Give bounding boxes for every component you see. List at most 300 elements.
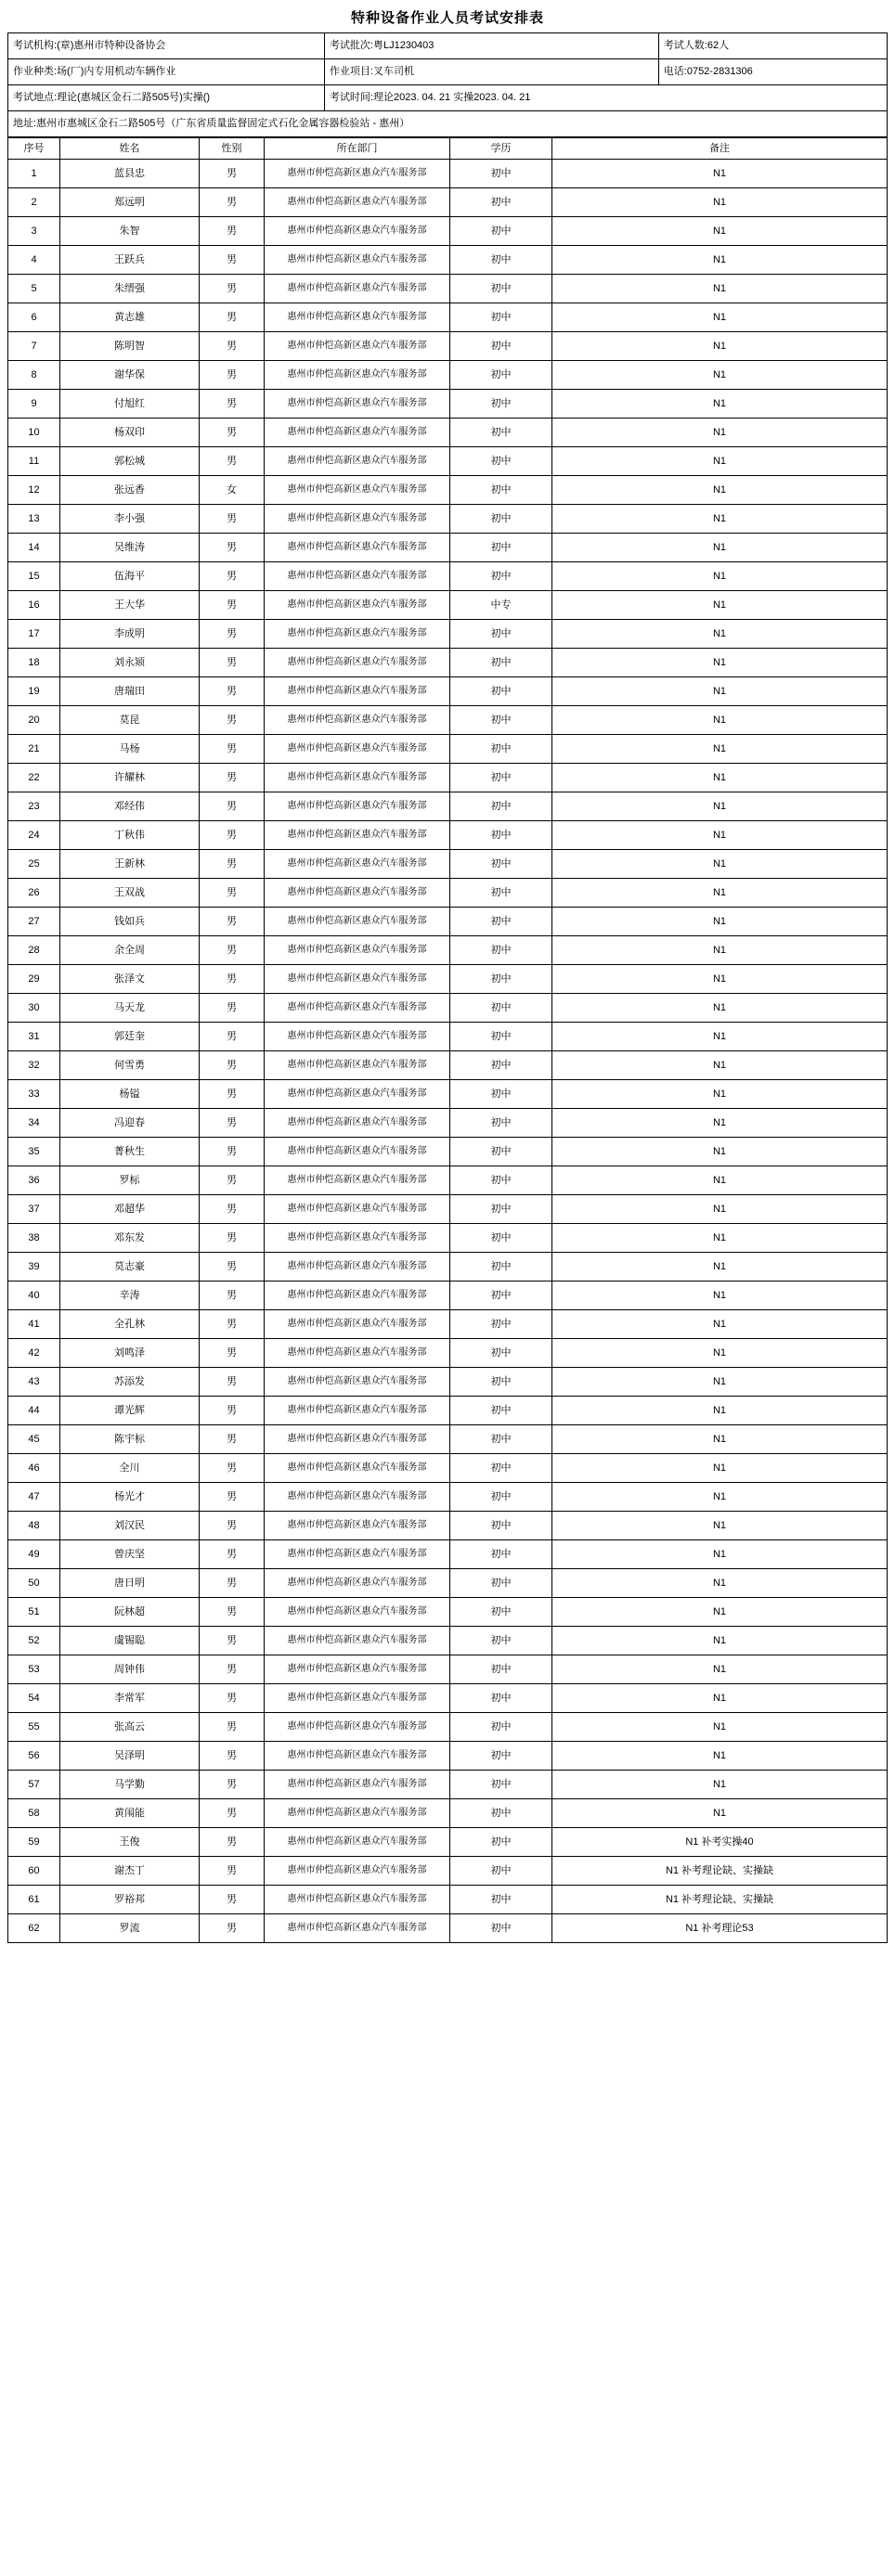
cell-name: 苏添发 xyxy=(60,1368,200,1397)
cell-index: 62 xyxy=(8,1914,60,1943)
meta-value-organization: (章)惠州市特种设备协会 xyxy=(57,39,166,51)
cell-remark: N1 xyxy=(552,649,888,677)
cell-department: 惠州市仲恺高新区惠众汽车服务部 xyxy=(265,908,450,936)
cell-index: 60 xyxy=(8,1857,60,1886)
cell-department: 惠州市仲恺高新区惠众汽车服务部 xyxy=(265,879,450,908)
cell-remark: N1 xyxy=(552,1454,888,1483)
cell-education: 初中 xyxy=(450,1627,552,1655)
cell-index: 40 xyxy=(8,1282,60,1310)
cell-index: 17 xyxy=(8,620,60,649)
cell-education: 初中 xyxy=(450,188,552,217)
cell-index: 4 xyxy=(8,246,60,275)
cell-sex: 男 xyxy=(200,1425,265,1454)
cell-name: 辛涛 xyxy=(60,1282,200,1310)
cell-sex: 女 xyxy=(200,476,265,505)
cell-department: 惠州市仲恺高新区惠众汽车服务部 xyxy=(265,1454,450,1483)
cell-index: 15 xyxy=(8,562,60,591)
cell-name: 马天龙 xyxy=(60,994,200,1023)
cell-name: 伍海平 xyxy=(60,562,200,591)
table-row xyxy=(8,735,888,764)
cell-remark: N1 xyxy=(552,994,888,1023)
cell-department: 惠州市仲恺高新区惠众汽车服务部 xyxy=(265,332,450,361)
cell-name: 张远香 xyxy=(60,476,200,505)
cell-department: 惠州市仲恺高新区惠众汽车服务部 xyxy=(265,1166,450,1195)
page-title: 特种设备作业人员考试安排表 xyxy=(350,10,544,26)
cell-sex: 男 xyxy=(200,936,265,965)
cell-name: 罗标 xyxy=(60,1166,200,1195)
cell-index: 42 xyxy=(8,1339,60,1368)
cell-education: 初中 xyxy=(450,361,552,390)
cell-department: 惠州市仲恺高新区惠众汽车服务部 xyxy=(265,1282,450,1310)
table-row xyxy=(8,620,888,649)
cell-education: 初中 xyxy=(450,1195,552,1224)
cell-department: 惠州市仲恺高新区惠众汽车服务部 xyxy=(265,534,450,562)
cell-sex: 男 xyxy=(200,1253,265,1282)
table-row xyxy=(8,1368,888,1397)
table-row xyxy=(8,1857,888,1886)
cell-sex: 男 xyxy=(200,1540,265,1569)
cell-name: 何雪勇 xyxy=(60,1051,200,1080)
cell-sex: 男 xyxy=(200,1224,265,1253)
cell-sex: 男 xyxy=(200,1886,265,1914)
cell-education: 初中 xyxy=(450,1397,552,1425)
cell-education: 初中 xyxy=(450,1253,552,1282)
table-row xyxy=(8,1282,888,1310)
cell-remark: N1 xyxy=(552,275,888,303)
cell-department: 惠州市仲恺高新区惠众汽车服务部 xyxy=(265,591,450,620)
cell-sex: 男 xyxy=(200,1051,265,1080)
meta-value-candidate-count: 62人 xyxy=(707,39,730,51)
exam-meta-table xyxy=(7,32,888,137)
cell-index: 2 xyxy=(8,188,60,217)
cell-education: 初中 xyxy=(450,1742,552,1771)
cell-name: 许耀林 xyxy=(60,764,200,792)
column-header-remark: 备注 xyxy=(552,138,888,160)
table-row xyxy=(8,1742,888,1771)
cell-department: 惠州市仲恺高新区惠众汽车服务部 xyxy=(265,1051,450,1080)
meta-label-exam-location: 考试地点: xyxy=(13,91,58,103)
cell-education: 初中 xyxy=(450,1282,552,1310)
meta-value-work-item: 叉车司机 xyxy=(372,65,414,77)
cell-sex: 男 xyxy=(200,649,265,677)
cell-index: 19 xyxy=(8,677,60,706)
cell-education: 初中 xyxy=(450,1368,552,1397)
table-row xyxy=(8,332,888,361)
column-header-education: 学历 xyxy=(450,138,552,160)
table-row xyxy=(8,1195,888,1224)
cell-department: 惠州市仲恺高新区惠众汽车服务部 xyxy=(265,764,450,792)
table-row xyxy=(8,1512,888,1540)
cell-department: 惠州市仲恺高新区惠众汽车服务部 xyxy=(265,994,450,1023)
candidate-roster-table xyxy=(7,137,888,1943)
meta-label-organization: 考试机构: xyxy=(13,39,58,51)
meta-label-phone: 电话: xyxy=(663,65,687,77)
cell-remark: N1 xyxy=(552,1224,888,1253)
cell-department: 惠州市仲恺高新区惠众汽车服务部 xyxy=(265,505,450,534)
cell-name: 王新林 xyxy=(60,850,200,879)
cell-sex: 男 xyxy=(200,1282,265,1310)
cell-education: 初中 xyxy=(450,1771,552,1799)
cell-department: 惠州市仲恺高新区惠众汽车服务部 xyxy=(265,1253,450,1282)
cell-index: 29 xyxy=(8,965,60,994)
cell-name: 谭光辉 xyxy=(60,1397,200,1425)
cell-name: 邓经伟 xyxy=(60,792,200,821)
table-row xyxy=(8,217,888,246)
cell-education: 初中 xyxy=(450,1569,552,1598)
cell-sex: 男 xyxy=(200,1368,265,1397)
cell-name: 周钟伟 xyxy=(60,1655,200,1684)
cell-remark: N1 xyxy=(552,1742,888,1771)
cell-education: 初中 xyxy=(450,1109,552,1138)
table-row xyxy=(8,1109,888,1138)
table-row xyxy=(8,361,888,390)
cell-education: 初中 xyxy=(450,1454,552,1483)
cell-index: 28 xyxy=(8,936,60,965)
cell-remark: N1 xyxy=(552,1282,888,1310)
table-row xyxy=(8,1425,888,1454)
table-row xyxy=(8,1828,888,1857)
cell-sex: 男 xyxy=(200,534,265,562)
cell-education: 初中 xyxy=(450,649,552,677)
cell-name: 全川 xyxy=(60,1454,200,1483)
meta-label-exam-time: 考试时间: xyxy=(329,91,373,103)
cell-name: 邓超华 xyxy=(60,1195,200,1224)
table-row xyxy=(8,792,888,821)
cell-index: 26 xyxy=(8,879,60,908)
exam-meta-body xyxy=(8,33,888,137)
table-row xyxy=(8,1598,888,1627)
cell-index: 22 xyxy=(8,764,60,792)
cell-name: 钱如兵 xyxy=(60,908,200,936)
table-row xyxy=(8,965,888,994)
cell-name: 丁秋伟 xyxy=(60,821,200,850)
cell-index: 20 xyxy=(8,706,60,735)
cell-department: 惠州市仲恺高新区惠众汽车服务部 xyxy=(265,706,450,735)
cell-department: 惠州市仲恺高新区惠众汽车服务部 xyxy=(265,160,450,188)
meta-row-address xyxy=(8,111,888,137)
cell-name: 张高云 xyxy=(60,1713,200,1742)
table-row xyxy=(8,706,888,735)
cell-department: 惠州市仲恺高新区惠众汽车服务部 xyxy=(265,1857,450,1886)
cell-education: 初中 xyxy=(450,1023,552,1051)
cell-department: 惠州市仲恺高新区惠众汽车服务部 xyxy=(265,1339,450,1368)
cell-education: 初中 xyxy=(450,160,552,188)
cell-department: 惠州市仲恺高新区惠众汽车服务部 xyxy=(265,620,450,649)
cell-department: 惠州市仲恺高新区惠众汽车服务部 xyxy=(265,1310,450,1339)
cell-index: 9 xyxy=(8,390,60,419)
cell-remark: N1 xyxy=(552,1051,888,1080)
meta-label-work-item: 作业项目: xyxy=(329,65,373,77)
cell-department: 惠州市仲恺高新区惠众汽车服务部 xyxy=(265,649,450,677)
cell-education: 初中 xyxy=(450,1914,552,1943)
cell-education: 初中 xyxy=(450,821,552,850)
cell-sex: 男 xyxy=(200,965,265,994)
cell-index: 61 xyxy=(8,1886,60,1914)
cell-education: 初中 xyxy=(450,1051,552,1080)
cell-index: 43 xyxy=(8,1368,60,1397)
table-row xyxy=(8,821,888,850)
cell-sex: 男 xyxy=(200,677,265,706)
cell-index: 23 xyxy=(8,792,60,821)
cell-name: 杨双印 xyxy=(60,419,200,447)
cell-index: 1 xyxy=(8,160,60,188)
cell-sex: 男 xyxy=(200,821,265,850)
cell-remark: N1 xyxy=(552,1512,888,1540)
cell-education: 初中 xyxy=(450,1483,552,1512)
cell-department: 惠州市仲恺高新区惠众汽车服务部 xyxy=(265,1138,450,1166)
cell-department: 惠州市仲恺高新区惠众汽车服务部 xyxy=(265,1368,450,1397)
cell-education: 初中 xyxy=(450,1684,552,1713)
cell-sex: 男 xyxy=(200,1627,265,1655)
cell-department: 惠州市仲恺高新区惠众汽车服务部 xyxy=(265,562,450,591)
cell-sex: 男 xyxy=(200,792,265,821)
table-row xyxy=(8,303,888,332)
table-row xyxy=(8,591,888,620)
cell-index: 18 xyxy=(8,649,60,677)
cell-department: 惠州市仲恺高新区惠众汽车服务部 xyxy=(265,1569,450,1598)
cell-index: 33 xyxy=(8,1080,60,1109)
meta-value-batch: 粤LJ1230403 xyxy=(372,39,435,51)
cell-department: 惠州市仲恺高新区惠众汽车服务部 xyxy=(265,1886,450,1914)
roster-header xyxy=(8,138,888,160)
cell-sex: 男 xyxy=(200,447,265,476)
cell-name: 陈明智 xyxy=(60,332,200,361)
roster-header-row xyxy=(8,138,888,160)
cell-name: 邓东发 xyxy=(60,1224,200,1253)
table-row xyxy=(8,1253,888,1282)
cell-name: 陈宇标 xyxy=(60,1425,200,1454)
table-row xyxy=(8,505,888,534)
table-row xyxy=(8,1540,888,1569)
cell-department: 惠州市仲恺高新区惠众汽车服务部 xyxy=(265,217,450,246)
cell-education: 初中 xyxy=(450,534,552,562)
cell-index: 30 xyxy=(8,994,60,1023)
cell-name: 阮林超 xyxy=(60,1598,200,1627)
cell-sex: 男 xyxy=(200,188,265,217)
cell-education: 初中 xyxy=(450,706,552,735)
cell-remark: N1 xyxy=(552,1109,888,1138)
cell-remark: N1 xyxy=(552,591,888,620)
cell-department: 惠州市仲恺高新区惠众汽车服务部 xyxy=(265,390,450,419)
cell-name: 付旭红 xyxy=(60,390,200,419)
cell-department: 惠州市仲恺高新区惠众汽车服务部 xyxy=(265,1684,450,1713)
cell-sex: 男 xyxy=(200,764,265,792)
cell-sex: 男 xyxy=(200,1569,265,1598)
table-row xyxy=(8,534,888,562)
cell-remark: N1 xyxy=(552,1655,888,1684)
meta-label-work-type: 作业种类: xyxy=(13,65,58,77)
cell-remark: N1 xyxy=(552,390,888,419)
cell-education: 初中 xyxy=(450,936,552,965)
meta-value-address: 惠州市惠城区金石二路505号（广东省质量监督固定式石化金属容器检验站 - 惠州） xyxy=(36,117,410,129)
cell-remark: N1 xyxy=(552,792,888,821)
cell-name: 唐瑞田 xyxy=(60,677,200,706)
cell-education: 初中 xyxy=(450,1713,552,1742)
cell-department: 惠州市仲恺高新区惠众汽车服务部 xyxy=(265,1397,450,1425)
cell-sex: 男 xyxy=(200,1138,265,1166)
cell-name: 唐日明 xyxy=(60,1569,200,1598)
cell-name: 王双战 xyxy=(60,879,200,908)
cell-remark: N1 补考理论缺、实操缺 xyxy=(552,1886,888,1914)
cell-remark: N1 补考理论53 xyxy=(552,1914,888,1943)
cell-name: 杨光才 xyxy=(60,1483,200,1512)
cell-remark: N1 xyxy=(552,764,888,792)
cell-remark: N1 xyxy=(552,1397,888,1425)
meta-cell-exam-location xyxy=(8,85,325,111)
cell-sex: 男 xyxy=(200,275,265,303)
cell-sex: 男 xyxy=(200,562,265,591)
cell-education: 初中 xyxy=(450,994,552,1023)
cell-remark: N1 xyxy=(552,965,888,994)
cell-education: 初中 xyxy=(450,1138,552,1166)
table-row xyxy=(8,1138,888,1166)
table-row xyxy=(8,994,888,1023)
cell-department: 惠州市仲恺高新区惠众汽车服务部 xyxy=(265,303,450,332)
cell-department: 惠州市仲恺高新区惠众汽车服务部 xyxy=(265,361,450,390)
cell-name: 李成明 xyxy=(60,620,200,649)
cell-sex: 男 xyxy=(200,1195,265,1224)
table-row xyxy=(8,1166,888,1195)
column-header-name: 姓名 xyxy=(60,138,200,160)
cell-sex: 男 xyxy=(200,1512,265,1540)
cell-department: 惠州市仲恺高新区惠众汽车服务部 xyxy=(265,792,450,821)
table-row xyxy=(8,908,888,936)
cell-name: 刘汉民 xyxy=(60,1512,200,1540)
cell-sex: 男 xyxy=(200,1080,265,1109)
cell-index: 55 xyxy=(8,1713,60,1742)
cell-department: 惠州市仲恺高新区惠众汽车服务部 xyxy=(265,735,450,764)
cell-index: 16 xyxy=(8,591,60,620)
cell-name: 黄闱能 xyxy=(60,1799,200,1828)
cell-index: 31 xyxy=(8,1023,60,1051)
cell-department: 惠州市仲恺高新区惠众汽车服务部 xyxy=(265,188,450,217)
table-row xyxy=(8,1051,888,1080)
cell-index: 24 xyxy=(8,821,60,850)
table-row xyxy=(8,649,888,677)
meta-cell-work-type xyxy=(8,59,325,85)
cell-index: 52 xyxy=(8,1627,60,1655)
cell-department: 惠州市仲恺高新区惠众汽车服务部 xyxy=(265,447,450,476)
cell-name: 马学勤 xyxy=(60,1771,200,1799)
cell-remark: N1 xyxy=(552,419,888,447)
cell-department: 惠州市仲恺高新区惠众汽车服务部 xyxy=(265,1195,450,1224)
cell-remark: N1 xyxy=(552,505,888,534)
cell-department: 惠州市仲恺高新区惠众汽车服务部 xyxy=(265,1771,450,1799)
cell-education: 初中 xyxy=(450,1512,552,1540)
cell-index: 27 xyxy=(8,908,60,936)
meta-row-work-type xyxy=(8,59,888,85)
cell-department: 惠州市仲恺高新区惠众汽车服务部 xyxy=(265,1713,450,1742)
table-row xyxy=(8,390,888,419)
cell-remark: N1 xyxy=(552,706,888,735)
table-row xyxy=(8,246,888,275)
cell-education: 初中 xyxy=(450,1828,552,1857)
cell-remark: N1 xyxy=(552,246,888,275)
meta-row-organization xyxy=(8,33,888,59)
cell-sex: 男 xyxy=(200,1799,265,1828)
cell-education: 中专 xyxy=(450,591,552,620)
cell-index: 39 xyxy=(8,1253,60,1282)
cell-department: 惠州市仲恺高新区惠众汽车服务部 xyxy=(265,275,450,303)
table-row xyxy=(8,1914,888,1943)
cell-name: 朱智 xyxy=(60,217,200,246)
meta-cell-candidate-count xyxy=(658,33,887,59)
cell-name: 王俊 xyxy=(60,1828,200,1857)
cell-remark: N1 xyxy=(552,1569,888,1598)
cell-department: 惠州市仲恺高新区惠众汽车服务部 xyxy=(265,1627,450,1655)
cell-name: 刘鸣泽 xyxy=(60,1339,200,1368)
cell-index: 59 xyxy=(8,1828,60,1857)
meta-value-exam-location: 理论(惠城区金石二路505号)实操() xyxy=(57,91,211,103)
column-header-index: 序号 xyxy=(8,138,60,160)
cell-remark: N1 xyxy=(552,217,888,246)
cell-index: 36 xyxy=(8,1166,60,1195)
cell-education: 初中 xyxy=(450,1310,552,1339)
cell-department: 惠州市仲恺高新区惠众汽车服务部 xyxy=(265,965,450,994)
cell-department: 惠州市仲恺高新区惠众汽车服务部 xyxy=(265,1828,450,1857)
cell-department: 惠州市仲恺高新区惠众汽车服务部 xyxy=(265,1109,450,1138)
cell-index: 5 xyxy=(8,275,60,303)
cell-sex: 男 xyxy=(200,1023,265,1051)
cell-sex: 男 xyxy=(200,390,265,419)
table-row xyxy=(8,1655,888,1684)
cell-remark: N1 xyxy=(552,1339,888,1368)
cell-index: 3 xyxy=(8,217,60,246)
cell-education: 初中 xyxy=(450,562,552,591)
cell-sex: 男 xyxy=(200,879,265,908)
table-row xyxy=(8,188,888,217)
table-row xyxy=(8,1684,888,1713)
cell-name: 朱缙强 xyxy=(60,275,200,303)
table-row xyxy=(8,1224,888,1253)
meta-row-location-time xyxy=(8,85,888,111)
cell-sex: 男 xyxy=(200,1828,265,1857)
cell-name: 黄志雄 xyxy=(60,303,200,332)
cell-remark: N1 xyxy=(552,1483,888,1512)
cell-remark: N1 xyxy=(552,1253,888,1282)
cell-remark: N1 xyxy=(552,850,888,879)
cell-index: 48 xyxy=(8,1512,60,1540)
table-row xyxy=(8,476,888,505)
cell-name: 王跃兵 xyxy=(60,246,200,275)
cell-remark: N1 xyxy=(552,1425,888,1454)
cell-remark: N1 xyxy=(552,1023,888,1051)
cell-sex: 男 xyxy=(200,419,265,447)
cell-index: 53 xyxy=(8,1655,60,1684)
table-row xyxy=(8,1627,888,1655)
cell-remark: N1 xyxy=(552,1598,888,1627)
table-row xyxy=(8,1483,888,1512)
cell-index: 47 xyxy=(8,1483,60,1512)
cell-name: 郭廷奎 xyxy=(60,1023,200,1051)
table-row xyxy=(8,850,888,879)
cell-index: 32 xyxy=(8,1051,60,1080)
cell-remark: N1 xyxy=(552,160,888,188)
cell-remark: N1 xyxy=(552,188,888,217)
meta-cell-exam-time xyxy=(324,85,887,111)
cell-education: 初中 xyxy=(450,1425,552,1454)
cell-education: 初中 xyxy=(450,275,552,303)
cell-remark: N1 xyxy=(552,1195,888,1224)
cell-education: 初中 xyxy=(450,1080,552,1109)
cell-department: 惠州市仲恺高新区惠众汽车服务部 xyxy=(265,1483,450,1512)
table-row xyxy=(8,936,888,965)
cell-department: 惠州市仲恺高新区惠众汽车服务部 xyxy=(265,1080,450,1109)
table-row xyxy=(8,1080,888,1109)
cell-education: 初中 xyxy=(450,1886,552,1914)
meta-label-address: 地址: xyxy=(13,117,37,129)
cell-name: 张泽文 xyxy=(60,965,200,994)
